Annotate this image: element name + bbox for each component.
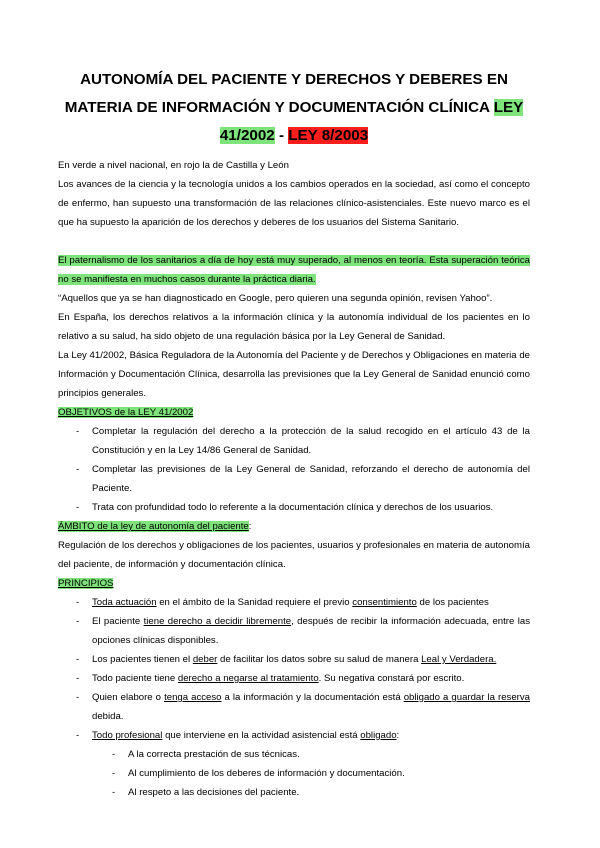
text: de los pacientes: [416, 597, 489, 608]
text: de facilitar los datos sobre su salud de manera: [217, 654, 422, 665]
spain-paragraph: En España, los derechos relativos a la información clínica y la autonomía individual de los pacientes en lo relativo a su salud, ha sido objeto de una regulación básica por la Ley General de Sanidad.: [58, 312, 530, 342]
objetivos-heading-text: OBJETIVOS de la LEY 41/2002: [58, 407, 194, 418]
title-separator: -: [274, 127, 289, 144]
list-item: - Completar la regulación del derecho a la protección de la salud recogido en el artículo 43 de la Constitución y en la Ley 14/86 General de Sanidad.: [58, 422, 530, 460]
underlined-text: derecho a negarse al tratamiento: [177, 673, 319, 684]
spacer: [58, 232, 530, 251]
list-item: [58, 593, 530, 612]
obligaciones-sublist: [58, 745, 530, 802]
law-paragraph: La Ley 41/2002, Básica Reguladora de la Autonomía del Paciente y de Derechos y Obligaciones en materia de Información y Documentación Clínica, desarrolla las previsiones que la Ley General de Sanidad enunció como principios generales.: [58, 350, 530, 399]
ambito-paragraph: Regulación de los derechos y obligaciones de los pacientes, usuarios y profesionales en materia de autonomía del paciente, de información y documentación clínica.: [58, 540, 530, 570]
list-item: - A la correcta prestación de sus técnicas.: [58, 745, 530, 764]
ambito-colon: :: [248, 521, 252, 532]
text: Quien elabore o: [92, 692, 165, 703]
principios-heading: [58, 574, 530, 593]
law-8-2003-tag: LEY 8/2003: [288, 127, 369, 144]
underlined-text: Leal y Verdadera.: [421, 654, 497, 665]
underlined-text: Todo profesional: [92, 730, 163, 741]
text: , después de recibir la información adecuada, entre las opciones clínicas disponibles.: [92, 616, 530, 646]
text: :: [396, 730, 400, 741]
intro-paragraph: Los avances de la ciencia y la tecnología unidos a los cambios operados en la sociedad, así como el concepto de enfermo, han supuesto una transformación de las relaciones clínico-asistenciales. Este nuevo marco es el que ha supuesto la aparición de los derechos y deberes de los usuarios del Sistema Sanitario.: [58, 179, 530, 228]
list-item: - Al cumplimiento de los deberes de información y documentación.: [58, 764, 530, 783]
text: que interviene en la actividad asistencial está: [162, 730, 361, 741]
underlined-text: consentimiento: [352, 597, 417, 608]
document-title: [58, 66, 530, 150]
underlined-text: obligado a guardar la reserva: [403, 692, 530, 703]
paternalism-paragraph: [58, 251, 530, 289]
principios-list: [58, 593, 530, 745]
underlined-text: obligado: [360, 730, 397, 741]
list-item: [58, 726, 530, 745]
underlined-text: deber: [192, 654, 218, 665]
list-item: - Completar las previsiones de la Ley General de Sanidad, reforzando el derecho de autonomía del Paciente.: [58, 460, 530, 498]
objetivos-heading: [58, 403, 530, 422]
text: en el ámbito de la Sanidad requiere el previo: [156, 597, 353, 608]
list-item: [58, 669, 530, 688]
title-text: AUTONOMÍA DEL PACIENTE Y DERECHOS Y DEBERES EN MATERIA DE INFORMACIÓN Y DOCUMENTACIÓN CLÍNICA: [64, 71, 508, 116]
underlined-text: Toda actuación: [92, 597, 157, 608]
text: . Su negativa constará por escrito.: [318, 673, 465, 684]
underlined-text: tenga acceso: [164, 692, 222, 703]
list-item: - Al respeto a las decisiones del paciente.: [58, 783, 530, 802]
underlined-text: tiene derecho a decidir libremente: [143, 616, 292, 627]
text: El paciente: [92, 616, 144, 627]
paternalism-highlight: El paternalismo de los sanitarios a día de hoy está muy superado, al menos en teoría. Esta superación teórica no se manifiesta en muchos casos durante la práctica diaria.: [58, 255, 530, 285]
objetivos-list: [58, 422, 530, 517]
list-item: [58, 612, 530, 650]
list-item: [58, 688, 530, 726]
document-page: [58, 66, 530, 802]
text: debida.: [92, 711, 124, 722]
law-41-2002-tag: LEY 41/2002: [219, 99, 524, 144]
principios-heading-text: PRINCIPIOS: [58, 578, 114, 589]
text: Todo paciente tiene: [92, 673, 178, 684]
list-item: - Trata con profundidad todo lo referente a la documentación clínica y derechos de los usuarios.: [58, 498, 530, 517]
text: a la información y la documentación está: [221, 692, 404, 703]
ambito-heading-text: ÁMBITO de la ley de autonomía del paciente: [58, 521, 249, 532]
text: Los pacientes tienen el: [92, 654, 193, 665]
color-legend-note: En verde a nivel nacional, en rojo la de Castilla y León: [58, 160, 289, 171]
ambito-heading: [58, 517, 530, 536]
list-item: [58, 650, 530, 669]
quote-paragraph: “Aquellos que ya se han diagnosticado en Google, pero quieren una segunda opinión, revisen Yahoo”.: [58, 293, 493, 304]
